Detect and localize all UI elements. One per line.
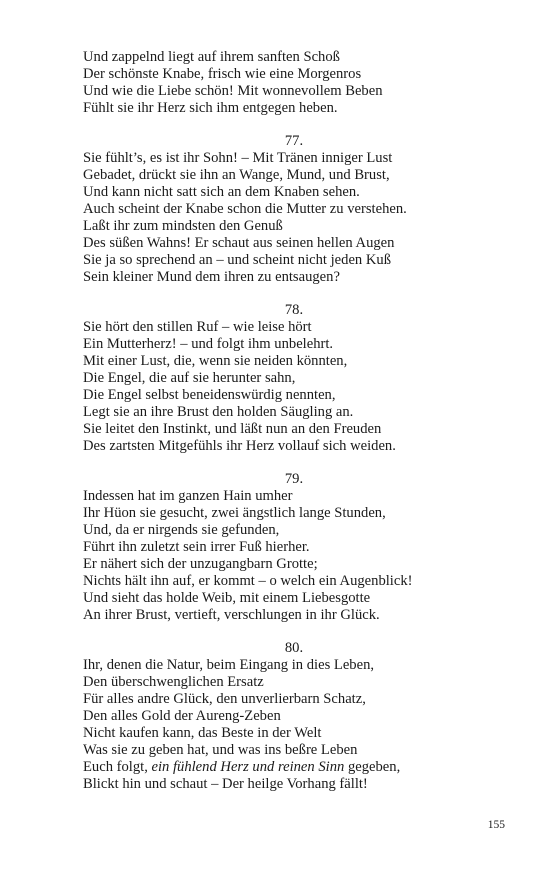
verse-line: Ihr Hüon sie gesucht, zwei ängstlich lange Stunden, bbox=[83, 505, 386, 521]
verse-line: Gebadet, drückt sie ihn an Wange, Mund, und Brust, bbox=[83, 167, 390, 183]
verse-segment: gegeben, bbox=[344, 759, 401, 775]
verse-line: Und wie die Liebe schön! Mit wonnevollem Beben bbox=[83, 83, 383, 99]
poem-text bbox=[83, 49, 483, 793]
verse-line: Mit einer Lust, die, wenn sie neiden könnten, bbox=[83, 353, 348, 369]
verse-line: Ihr, denen die Natur, beim Eingang in dies Leben, bbox=[83, 657, 375, 673]
stanza-number: 80. bbox=[284, 640, 304, 656]
verse-line: Sie hört den stillen Ruf – wie leise hört bbox=[83, 319, 312, 335]
verse-line: Auch scheint der Knabe schon die Mutter zu verstehen. bbox=[83, 201, 407, 217]
page-number: 155 bbox=[487, 819, 505, 831]
verse-line: Des süßen Wahns! Er schaut aus seinen hellen Augen bbox=[83, 235, 395, 251]
stanza-80 bbox=[83, 640, 483, 793]
stanza-gap bbox=[83, 624, 483, 640]
verse-segment: Euch folgt, bbox=[83, 759, 152, 775]
verse-line: Der schönste Knabe, frisch wie eine Morgenros bbox=[83, 66, 362, 82]
verse-line: Den überschwenglichen Ersatz bbox=[83, 674, 264, 690]
verse-line: Und, da er nirgends sie gefunden, bbox=[83, 522, 280, 538]
verse-line: Ein Mutterherz! – und folgt ihm unbelehrt. bbox=[83, 336, 334, 352]
verse-line: Fühlt sie ihr Herz sich ihm entgegen heben. bbox=[83, 100, 338, 116]
verse-line: Legt sie an ihre Brust den holden Säugling an. bbox=[83, 404, 354, 420]
verse-line: Was sie zu geben hat, und was ins beßre Leben bbox=[83, 742, 358, 758]
verse-line: Sie ja so sprechend an – und scheint nicht jeden Kuß bbox=[83, 252, 392, 268]
stanza-number: 77. bbox=[284, 133, 304, 149]
verse-line: Und sieht das holde Weib, mit einem Liebesgotte bbox=[83, 590, 371, 606]
verse-line: Er nähert sich der unzugangbarn Grotte; bbox=[83, 556, 318, 572]
verse-line: Die Engel, die auf sie herunter sahn, bbox=[83, 370, 296, 386]
verse-line: Für alles andre Glück, den unverlierbarn Schatz, bbox=[83, 691, 366, 707]
stanza-number: 79. bbox=[284, 471, 304, 487]
stanza-gap bbox=[83, 117, 483, 133]
stanza-gap bbox=[83, 286, 483, 302]
stanza-79 bbox=[83, 471, 483, 624]
verse-line: Nicht kaufen kann, das Beste in der Welt bbox=[83, 725, 322, 741]
verse-line: Sein kleiner Mund dem ihren zu entsaugen? bbox=[83, 269, 340, 285]
verse-line: Sie fühlt’s, es ist ihr Sohn! – Mit Tränen inniger Lust bbox=[83, 150, 393, 166]
stanza-gap bbox=[83, 455, 483, 471]
verse-line: Nichts hält ihn auf, er kommt – o welch ein Augenblick! bbox=[83, 573, 413, 589]
stanza-78 bbox=[83, 302, 483, 455]
stanza-number: 78. bbox=[284, 302, 304, 318]
stanza-76-continuation bbox=[83, 49, 483, 117]
verse-line: Laßt ihr zum mindsten den Genuß bbox=[83, 218, 283, 234]
italic-phrase: ein fühlend Herz und reinen Sinn bbox=[151, 759, 345, 775]
verse-line: Den alles Gold der Aureng-Zeben bbox=[83, 708, 281, 724]
stanza-77 bbox=[83, 133, 483, 286]
verse-line: Des zartsten Mitgefühls ihr Herz vollauf sich weiden. bbox=[83, 438, 396, 454]
verse-line: Indessen hat im ganzen Hain umher bbox=[83, 488, 293, 504]
verse-line: Und zappelnd liegt auf ihrem sanften Schoß bbox=[83, 49, 340, 65]
verse-line-with-italic bbox=[83, 759, 483, 776]
verse-line: Sie leitet den Instinkt, und läßt nun an den Freuden bbox=[83, 421, 382, 437]
verse-line: Führt ihn zuletzt sein irrer Fuß hierher. bbox=[83, 539, 310, 555]
verse-line: An ihrer Brust, vertieft, verschlungen in ihr Glück. bbox=[83, 607, 380, 623]
verse-line: Die Engel selbst beneidenswürdig nennten, bbox=[83, 387, 336, 403]
verse-line: Und kann nicht satt sich an dem Knaben sehen. bbox=[83, 184, 360, 200]
verse-line: Blickt hin und schaut – Der heilge Vorhang fällt! bbox=[83, 776, 368, 792]
